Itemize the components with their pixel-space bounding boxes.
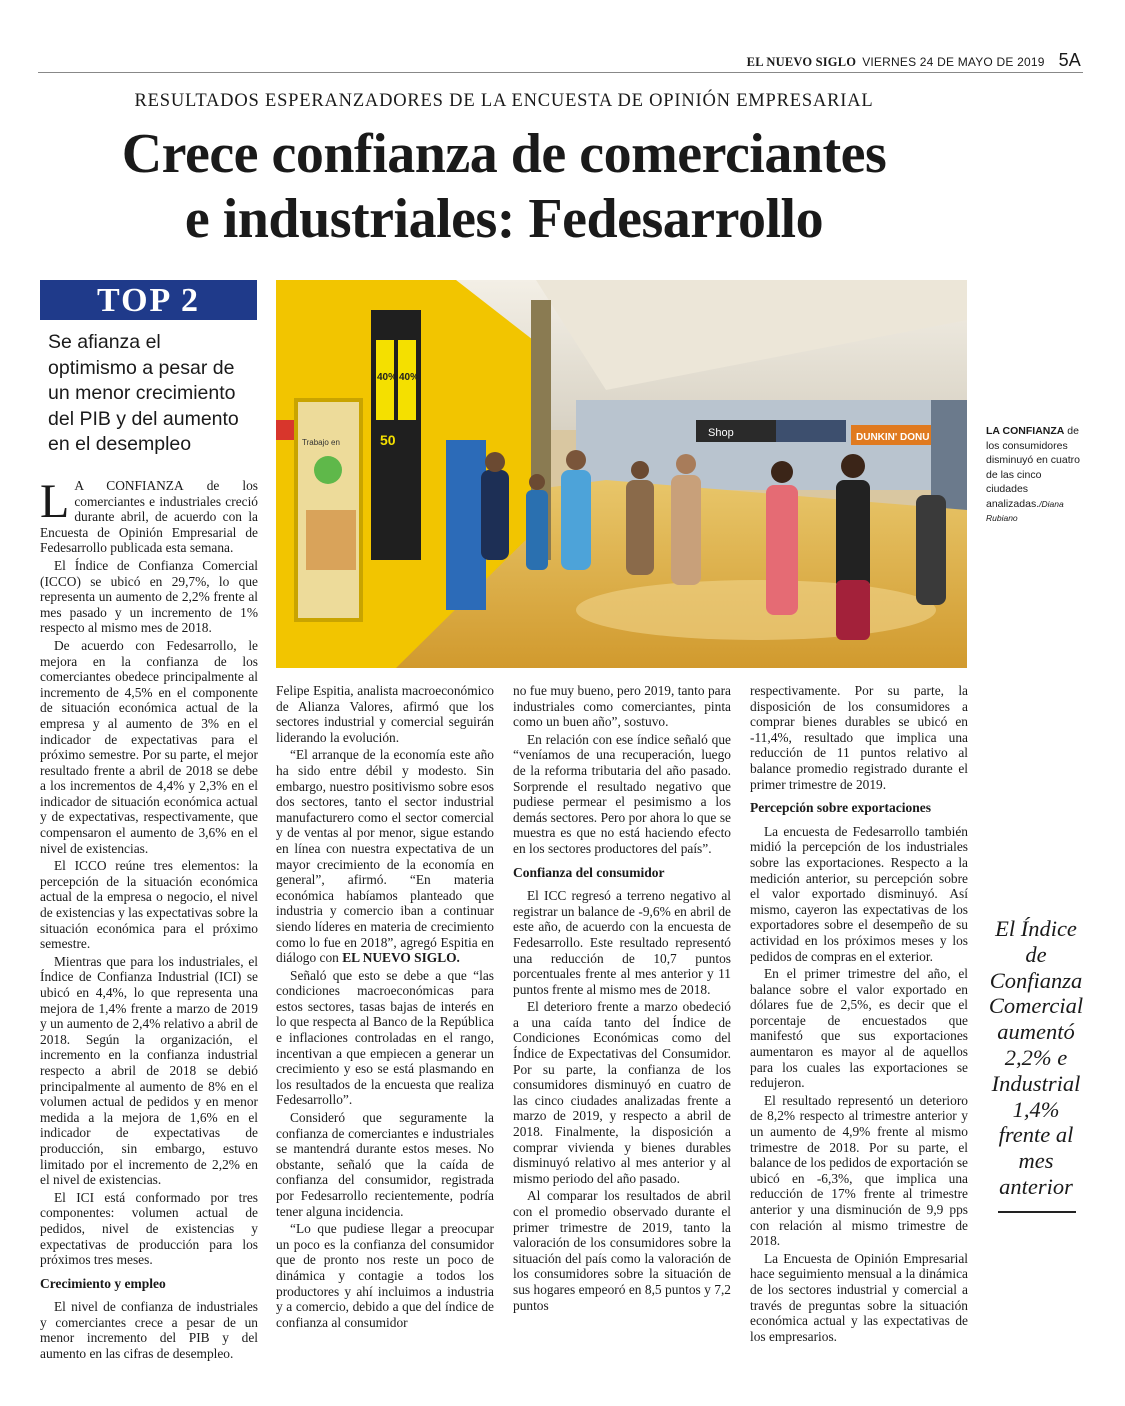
paragraph: En relación con ese índice señaló que “veníamos de una recuperación, luego de la reforma tributaria del año pasado. Sorprende el resultado negativo que pudiese permear el pesimismo a los demás sectores. Pero por ahora lo que se muestra es que no está haciendo efecto en los sectores productores del país”. [513, 731, 731, 856]
lead-caps: A CONFIANZA [74, 478, 184, 493]
store-sign-trabajo: Trabajo en [302, 438, 340, 447]
paragraph: Al comparar los resultados de abril con el promedio observado durante el primer trimestre de 2019, tanto la valoración de los consumidores sobre la situación del país como la valoración de los consumidores sobre la situación de sus hogares empeoró en 8,5 puntos y 7,2 puntos [513, 1188, 731, 1313]
masthead [747, 50, 1081, 71]
paragraph: respectivamente. Por su parte, la disposición de los consumidores a comprar bienes durables se ubicó en -11,4%, resultado que implica una reducción de 11 puntos relativo al balance promedio registrado durante el primer trimestre de 2019. [750, 683, 968, 792]
paragraph: Felipe Espitia, analista macroeconómico de Alianza Valores, afirmó que los sectores industrial y comercial seguirán liderando la evolución. [276, 683, 494, 745]
quote-text: “El arranque de la economía este año ha sido entre débil y modesto. Sin embargo, nuestro positivismo sobre esos dos sectores, tanto el sector industrial manufacturero como el sector comercial y de ventas al por menor, sigue estando en línea con nuestra expectativa de un mayor crecimiento de la economía en general”, afirmó. “En materia económica habíamos planteado que industria y comercio iban a continuar siendo líderes en materia de crecimiento como lo fue en 2018”, agregó Espitia en diálogo con [276, 747, 494, 966]
store-sign-50: 50 [380, 432, 396, 448]
paragraph: El Índice de Confianza Comercial (ICCO) se ubicó en 29,7%, lo que representa un aumento de 2,2% frente al mes pasado y un incremento de 1% respecto al mismo mes de 2018. [40, 557, 258, 636]
paragraph: El ICC regresó a terreno negativo al registrar un balance de -9,6% en abril de este año, de acuerdo con la encuesta de Fedesarrollo. Este resultado representó una reducción de 10,7 puntos porcentuales frente al mes anterior y 11 puntos frente al mismo mes de 2018. [513, 888, 731, 997]
paragraph: “Lo que pudiese llegar a preocupar un poco es la confianza del consumidor que de pronto nos reste un poco de dinámica y contagie a todos los productores y ahí incluimos a industria y a comercio, debido a que del índice de confianza al consumidor [276, 1221, 494, 1330]
subheadline: Se afianza el optimismo a pesar de un menor crecimiento del PIB y del aumento en el desempleo [48, 331, 239, 455]
paragraph: La encuesta de Fedesarrollo también midió la percepción de los industriales sobre las exportaciones. Respecto a la medición anterior, su percepción sobre el valor exportado disminuyó. Así mismo, cayeron las expectativas de los exportadores sobre el desempeño de su actividad en los próximos meses y los pedidos de compras en el exterior. [750, 823, 968, 964]
kicker: RESULTADOS ESPERANZADORES DE LA ENCUESTA DE OPINIÓN EMPRESARIAL [134, 91, 874, 111]
section-heading: Crecimiento y empleo [40, 1275, 166, 1291]
photo-caption [986, 424, 1086, 526]
lead-paragraph [40, 475, 258, 556]
store-sign-dunkin: DUNKIN' DONU [856, 432, 930, 443]
paragraph: En el primer trimestre del año, el balance sobre el valor exportado en dólares fue de 2,5%, es decir que el porcentaje de encuestados que manifestó que sus exportaciones aumentaron es mayor al de aquellos para los cuales las exportaciones se redujeron. [750, 966, 968, 1091]
store-sign-shop: Shop [708, 427, 734, 439]
drop-cap: L [40, 475, 70, 528]
article-photo [276, 280, 967, 668]
paragraph [276, 747, 494, 965]
article-column-4 [750, 683, 968, 1346]
paragraph: El nivel de confianza de industriales y comerciantes crece a pesar de un menor incremento del PIB y del aumento en las cifras de desempleo. [40, 1299, 258, 1362]
paragraph: La Encuesta de Opinión Empresarial hace seguimiento mensual a la dinámica de los sectores industrial y comercial a través de preguntas sobre la situación económica actual y las expectativas de los empresarios. [750, 1250, 968, 1344]
paragraph: El deterioro frente a marzo obedeció a una caída tanto del Índice de Condiciones Económicas como del Índice de Expectativas del Consumidor. Por su parte, la confianza de los consumidores disminuyó en cuatro de las cinco ciudades analizadas frente a marzo de 2019, y respecto a abril de 2018. Finalmente, la disposición a comprar vivienda y bienes durables disminuyó relativo al mes anterior y al mismo periodo del año pasado. [513, 999, 731, 1186]
article-column-2 [276, 683, 494, 1332]
lead-text: de los comerciantes e industriales creció durante abril, de acuerdo con la Encuesta de Opinión Empresarial de Fedesarrollo publicada esta semana. [40, 478, 258, 556]
masthead-rule [38, 72, 1083, 73]
section-heading: Percepción sobre exportaciones [750, 800, 931, 816]
newspaper-mention: EL NUEVO SIGLO. [342, 950, 460, 966]
caption-text: de los consumidores disminuyó en cuatro de las cinco ciudades analizadas. [986, 425, 1080, 510]
paragraph: De acuerdo con Fedesarrollo, le mejora en la confianza de los comerciantes obedece principalmente al incremento de 4,5% en el componente de situación económica actual de la empresa y al aumento de 3% en el indicador de expectativas para el próximo semestre. Por su parte, el mejor resultado frente a abril de 2018 se debe a los incrementos de 4,4% y 2,3% en el indicador de situación económica actual y de expectativas, respectivamente, que compensaron el aumento de 3,6% en el nivel de existencias. [40, 637, 258, 856]
issue-date: VIERNES 24 DE MAYO DE 2019 [862, 55, 1045, 69]
article-column-3 [513, 683, 731, 1315]
headline [0, 122, 1008, 252]
paragraph: Mientras que para los industriales, el Índice de Confianza Industrial (ICI) se ubicó en 4,4%, lo que representa una mejora de 1,4% frente a marzo de 2019 y un aumento de 2,4% relativo a abril de 2018. Según la organización, el incremento en la confianza industrial respecto a abril de 2018 se debió principalmente al aumento de 8% en el volumen actual de pedidos y en menor medida a la mejora de 1,6% en el indicador de expectativas de producción, sin embargo, estuvo limitado por el incremento de 2,2% en el nivel de existencias. [40, 953, 258, 1188]
page-number: 5A [1058, 50, 1081, 70]
article-column-1 [40, 475, 258, 1364]
paragraph: El resultado representó un deterioro de 8,2% respecto al trimestre anterior y un aumento de 4,9% frente al mismo trimestre de 2018. Por su parte, el balance de los pedidos de exportación se ubicó en -6,3%, que implica una reducción de 17% frente al trimestre anterior y una disminución de 9,9 pps con relación al mismo trimestre de 2018. [750, 1092, 968, 1249]
paragraph: Consideró que seguramente la confianza de comerciantes e industriales se mantendrá durante estos meses. No obstante, señaló que la caída de confianza del consumidor, registrada por Fedesarrollo recientemente, podría tener alguna incidencia. [276, 1110, 494, 1219]
pull-quote-rule [998, 1211, 1076, 1213]
photo-credit: /Diana Rubiano [986, 498, 1064, 523]
store-sign-40-left: 40% [377, 372, 398, 383]
section-heading: Confianza del consumidor [513, 864, 665, 880]
section-tag: TOP 2 [40, 280, 257, 320]
mall-photo-illustration [276, 280, 967, 668]
paragraph: Señaló que esto se debe a que “las condiciones macroeconómicas para estos sectores, tasas bajas de interés en lo que respecta al Banco de la República e inflaciones controladas en el rango, incentivan a que empiecen a generar un crecimiento y eso se está plasmando en los resultados de la encuesta que realiza Fedesarrollo”. [276, 967, 494, 1108]
paragraph: El ICI está conformado por tres componentes: volumen actual de pedidos, nivel de existencias y expectativas de producción para los próximos tres meses. [40, 1189, 258, 1268]
pull-quote: El Índice de Confianza Comercial aumentó 2,2% e Industrial 1,4% frente al mes anterior [988, 916, 1084, 1199]
headline-line-2: e industriales: Fedesarrollo [184, 188, 824, 250]
newspaper-name: EL NUEVO SIGLO [746, 55, 857, 69]
store-sign-40-right: 40% [399, 372, 420, 383]
paragraph: no fue muy bueno, pero 2019, tanto para industriales como comerciantes, pinta como un buen año”, sostuvo. [513, 683, 731, 730]
paragraph: El ICCO reúne tres elementos: la percepción de la situación económica actual de la empresa o negocio, el nivel de existencias y las expectativas sobre la situación económica para el próximo semestre. [40, 858, 258, 952]
caption-lead: LA CONFIANZA [986, 425, 1065, 437]
headline-line-1: Crece confianza de comerciantes [121, 123, 887, 185]
